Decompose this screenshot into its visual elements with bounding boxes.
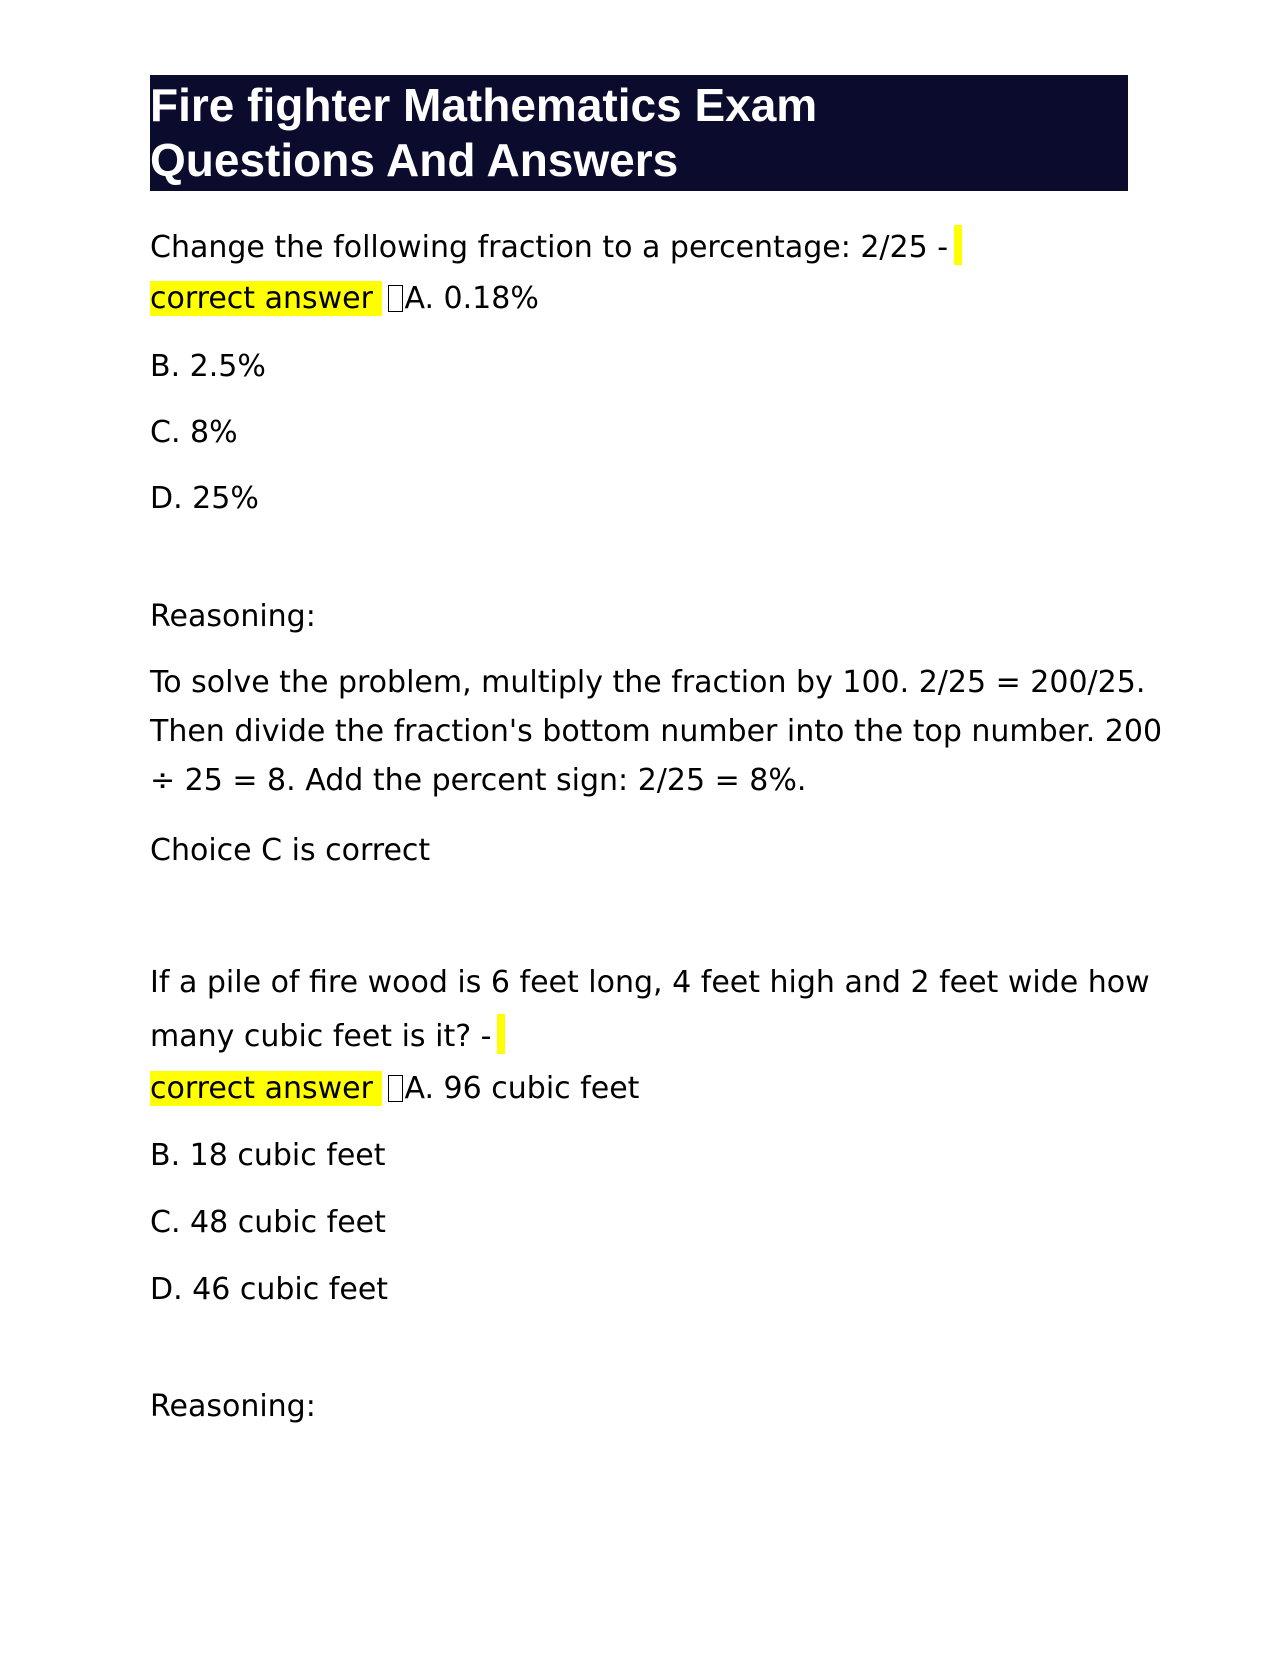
q2-answer-line bbox=[150, 1071, 639, 1107]
q1-prompt bbox=[150, 225, 962, 266]
q1-answer-line bbox=[150, 281, 539, 317]
q1-choice-d: D. 25% bbox=[150, 481, 259, 516]
missing-glyph-icon bbox=[388, 1075, 403, 1102]
correct-answer-label: correct answer bbox=[150, 1071, 373, 1106]
title-line-2: Questions And Answers bbox=[150, 134, 679, 186]
title-line-1: Fire fighter Mathematics Exam bbox=[150, 79, 818, 131]
q2-reasoning-heading: Reasoning: bbox=[150, 1389, 316, 1424]
q2-choice-c: C. 48 cubic feet bbox=[150, 1205, 386, 1240]
q1-conclusion: Choice C is correct bbox=[150, 833, 431, 868]
q1-choice-a: A. 0.18% bbox=[404, 281, 539, 316]
q2-choice-d: D. 46 cubic feet bbox=[150, 1272, 389, 1307]
q1-choice-b: B. 2.5% bbox=[150, 349, 266, 384]
highlight-gap bbox=[373, 281, 383, 316]
q2-prompt-line-2 bbox=[150, 1014, 505, 1055]
q2-choice-a: A. 96 cubic feet bbox=[404, 1071, 640, 1106]
missing-glyph-icon bbox=[388, 285, 403, 312]
q1-prompt-text: Change the following fraction to a percentage: 2/25 - bbox=[150, 230, 949, 265]
document-title bbox=[150, 75, 1128, 191]
q2-choice-b: B. 18 cubic feet bbox=[150, 1138, 386, 1173]
q2-prompt-text: many cubic feet is it? - bbox=[150, 1019, 492, 1054]
q1-reasoning-line: To solve the problem, multiply the fraction by 100. 2/25 = 200/25. bbox=[150, 665, 1146, 700]
q1-reasoning-line: Then divide the fraction's bottom number into the top number. 200 bbox=[150, 714, 1163, 749]
highlight-gap bbox=[373, 1071, 383, 1106]
highlight-marker bbox=[954, 225, 962, 265]
highlight-marker bbox=[497, 1014, 505, 1054]
q1-reasoning-line: ÷ 25 = 8. Add the percent sign: 2/25 = 8%. bbox=[150, 763, 807, 798]
q1-choice-c: C. 8% bbox=[150, 415, 238, 450]
correct-answer-label: correct answer bbox=[150, 281, 373, 316]
q2-prompt-line-1: If a pile of fire wood is 6 feet long, 4 feet high and 2 feet wide how bbox=[150, 965, 1150, 1000]
q1-reasoning-heading: Reasoning: bbox=[150, 599, 316, 634]
